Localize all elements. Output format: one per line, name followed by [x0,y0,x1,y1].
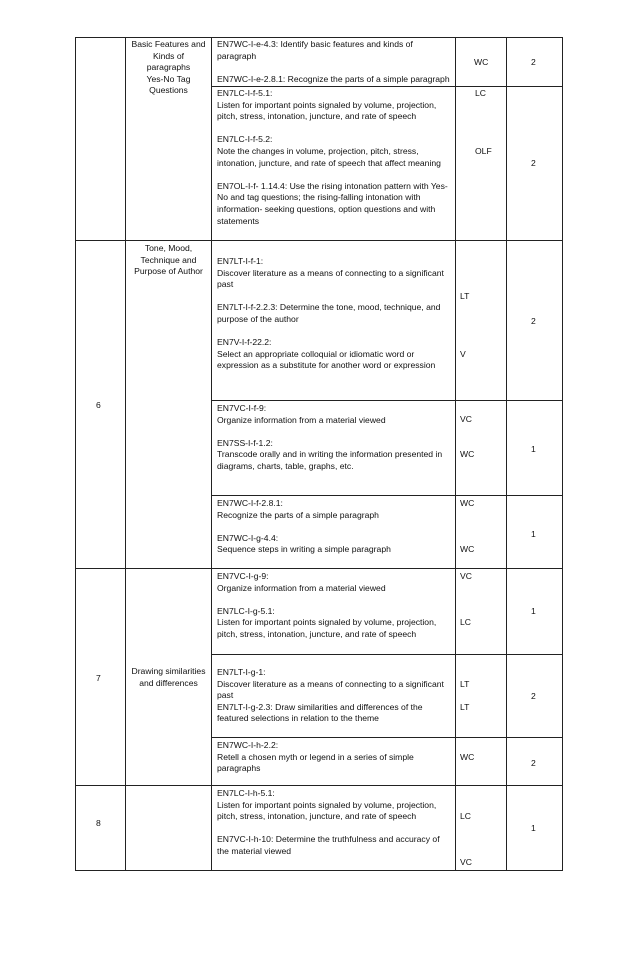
column-divider-competency-code [455,37,456,871]
topic-cell: Tone, Mood, Technique and Purpose of Author [134,243,203,277]
code-cell: VC LC [460,571,472,628]
competency-text: EN7LC-I-f-5.1: Listen for important points signaled by volume, projection, pitch, stress, intonation, juncture, and rate of speech EN7LC-I-f-5.2: Note the changes in volume, projection, pitch, stress, intonation, juncture, and rate of speech that affect meaning EN7OL-I-f- 1.14.4: Use the rising intonation pattern with Yes- No and tag questions; the rising-falling intonation with information- seeking questions, option questions and with statements [217,88,448,226]
hours-cell: 2 [531,57,536,67]
week-number: 8 [96,818,101,828]
topic-cell: Basic Features and Kinds of paragraphs Yes-No Tag Questions [131,39,206,96]
hours-cell: 2 [531,158,536,168]
table-border-top [75,37,563,38]
block-divider [211,86,563,87]
code-cell: LT V [460,291,470,359]
week-number: 7 [96,673,101,683]
competency-text: EN7WC-I-h-2.2: Retell a chosen myth or legend in a series of simple paragraphs [217,740,414,774]
hours-cell: 2 [531,758,536,768]
competency-text: EN7VC-I-g-9: Organize information from a material viewed EN7LC-I-g-5.1: Listen for important points signaled by volume, projection, pitch, stress, intonation, juncture, and rate of speech [217,571,437,639]
topic-cell: Drawing similarities and differences [131,666,206,688]
column-divider-code-hours [506,37,507,871]
code-cell: WC [460,752,475,762]
competency-text: EN7WC-I-e-4.3: Identify basic features and kinds of paragraph EN7WC-I-e-2.8.1: Recognize the parts of a simple paragraph [217,39,450,84]
competency-text: EN7LT-I-g-1: Discover literature as a means of connecting to a significant past EN7LT-I-g-2.3: Draw similarities and differences of the featured selections in relation to the theme [217,667,444,724]
competency-text: EN7VC-I-f-9: Organize information from a material viewed EN7SS-I-f-1.2: Transcode orally and in writing the information presented in diagrams, charts, table, graphs, etc. [217,403,443,471]
hours-cell: 1 [531,444,536,454]
competency-text: EN7LC-I-h-5.1: Listen for important points signaled by volume, projection, pitch, stress, intonation, juncture, and rate of speech EN7VC-I-h-10: Determine the truthfulness and accuracy of the material viewed [217,788,440,856]
code-cell: LC OLF [475,88,492,156]
row-divider [75,568,563,569]
column-divider-week-topic [125,37,126,871]
table-border-bottom [75,870,563,871]
row-divider [75,785,563,786]
hours-cell: 1 [531,606,536,616]
block-divider [211,654,563,655]
competency-text: EN7LT-I-f-1: Discover literature as a means of connecting to a significant past EN7LT-I-f-2.2.3: Determine the tone, mood, technique, and purpose of the author EN7V-I-f-22.2: Select an appropriate colloquial or idiomatic word or expression as a substitute for another word or expression [217,256,444,371]
code-cell: WC WC [460,498,475,555]
hours-cell: 2 [531,316,536,326]
hours-cell: 1 [531,823,536,833]
competency-text: EN7WC-I-f-2.8.1: Recognize the parts of a simple paragraph EN7WC-I-g-4.4: Sequence steps in writing a simple paragraph [217,498,391,555]
code-cell: LC VC [460,811,472,868]
table-border-right [562,37,563,871]
block-divider [211,495,563,496]
hours-cell: 2 [531,691,536,701]
week-number: 6 [96,400,101,410]
row-divider [75,240,563,241]
code-cell: VC WC [460,414,475,459]
block-divider [211,737,563,738]
code-cell: WC [474,57,489,67]
block-divider [211,400,563,401]
hours-cell: 1 [531,529,536,539]
table-border-left [75,37,76,871]
column-divider-topic-competency [211,37,212,871]
code-cell: LT LT [460,679,470,713]
